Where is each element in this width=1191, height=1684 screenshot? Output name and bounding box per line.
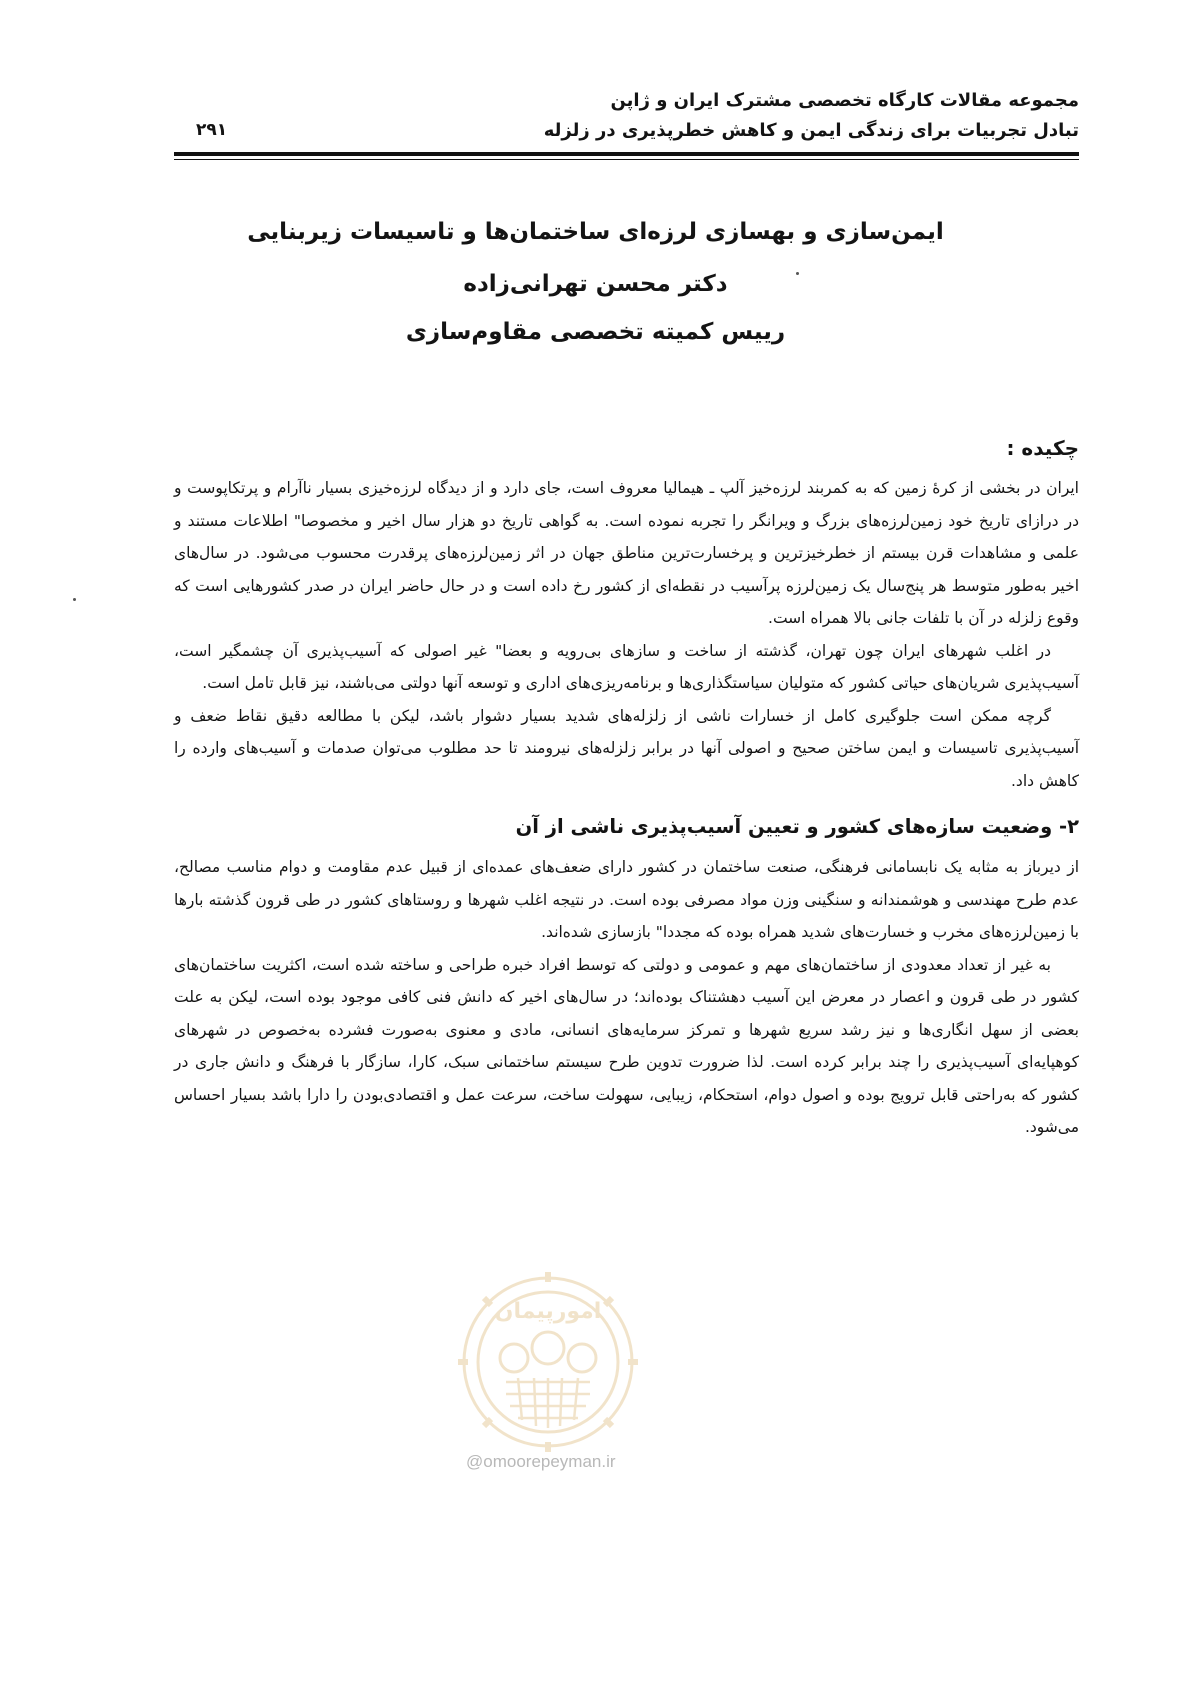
title-block xyxy=(0,210,1191,354)
scan-speck xyxy=(73,598,76,601)
body-paragraph: از دیرباز به مثابه یک نابسامانی فرهنگی، صنعت ساختمان در کشور دارای ضعف‌های عمده‌ای از قبیل عدم مقاومت و دوام مناسب مصالح، عدم طرح مهندسی و هوشمندانه و سنگینی وزن مواد مصرفی بوده است. در نتیجه اغلب شهرها و روستاهای کشور در طی قرون گذشته بارها با زمین‌لرزه‌های مخرب و خسارت‌های شدید همراه بوده که مجددا" بازسازی شده‌اند. xyxy=(174,858,1079,941)
section-heading: ۲- وضعیت سازه‌های کشور و تعیین آسیب‌پذیری ناشی از آن xyxy=(515,815,1079,838)
page-number: ۲۹۱ xyxy=(196,120,228,140)
abstract-paragraph: گرچه ممکن است جلوگیری کامل از خسارات ناشی از زلزله‌های شدید بسیار دشوار باشد، لیکن با مطالعه دقیق نقاط ضعف و آسیب‌پذیری تاسیسات و ایمن ساختن صحیح و اصولی آنها در برابر زلزله‌های نیرومند تا حد مطلوب می‌توان صدمات و آسیب‌های وارده را کاهش داد. xyxy=(174,706,1079,790)
running-header xyxy=(174,84,1079,164)
abstract-paragraph: ایران در بخشی از کرهٔ زمین که به کمربند لرزه‌خیز آلپ ـ هیمالیا معروف است، جای دارد و از دیدگاه لرزه‌خیزی بسیار ناآرام و پرتکاپوست و در درازای تاریخ خود زمین‌لرزه‌های بزرگ و ویرانگر را تجربه نموده است. به گواهی تاریخ دو هزار سال اخیر و مخصوصا" اطلاعات مستند و علمی و مشاهدات قرن بیستم از خطرخیزترین و پرخسارت‌ترین مناطق جهان در اثر زمین‌لرزه‌های پرقدرت محسوب می‌شود. در سال‌های اخیر به‌طور متوسط هر پنج‌سال یک زمین‌لرزه پرآسیب در نقطه‌ای از کشور رخ داده است و در حال حاضر ایران در صدر کشورهایی است که وقوع زلزله در آن با تلفات جانی بالا همراه است. xyxy=(174,479,1079,627)
header-divider-thin xyxy=(174,159,1079,160)
body-paragraph: به غیر از تعداد معدودی از ساختمان‌های مهم و عمومی و دولتی که توسط افراد خبره طراحی و ساخته شده است، اکثریت ساختمان‌های کشور در طی قرون و اعصار در معرض این آسیب دهشتناک بوده‌اند؛ در سال‌های اخیر که دانش فنی کافی موجود بوده است، لیکن به علت بعضی از سهل انگاری‌ها و نیز رشد سریع شهرها و تمرکز سرمایه‌های انسانی، مادی و معنوی به‌صورت فشرده به‌خصوص در شهرهای کوهپایه‌ای آسیب‌پذیری را چند برابر کرده است. لذا ضرورت تدوین طرح سیستم ساختمانی سبک، کارا، سازگار با فرهنگ و دانش جاری در کشور که به‌راحتی قابل ترویج بوده و اصول دوام، استحکام، زیبایی، سهولت ساخت، سرعت عمل و اقتصادی‌بودن را دارا باشد بسیار احساس می‌شود. xyxy=(174,955,1079,1136)
header-divider xyxy=(174,152,1079,156)
author-name: دکتر محسن تهرانی‌زاده xyxy=(463,271,728,297)
svg-text:امورپیمان: امورپیمان xyxy=(494,1299,602,1324)
header-collection-title: مجموعه مقالات کارگاه تخصصی مشترک ایران و ژاپن xyxy=(610,90,1079,111)
abstract-heading: چکیده : xyxy=(1006,436,1079,460)
scan-speck xyxy=(796,272,799,275)
article-body xyxy=(174,430,1079,1144)
author-role: رییس کمیته تخصصی مقاوم‌سازی xyxy=(405,319,786,345)
header-workshop-subtitle: تبادل تجربیات برای زندگی ایمن و کاهش خطرپذیری در زلزله xyxy=(543,120,1079,141)
abstract-paragraph: در اغلب شهرهای ایران چون تهران، گذشته از ساخت و سازهای بی‌رویه و بعضا" غیر اصولی که آسیب‌پذیری آن چشمگیر است، آسیب‌پذیری شریان‌های حیاتی کشور که متولیان سیاستگذاری‌ها و برنامه‌ریزی‌های اداری و توسعه آنها دولتی می‌باشند، نیز قابل تامل است. xyxy=(174,641,1079,692)
watermark-url: @omoorepeyman.ir xyxy=(466,1452,616,1471)
watermark-logo-icon xyxy=(448,1270,648,1510)
article-title: ایمن‌سازی و بهسازی لرزه‌ای ساختمان‌ها و تاسیسات زیربنایی xyxy=(247,219,944,245)
